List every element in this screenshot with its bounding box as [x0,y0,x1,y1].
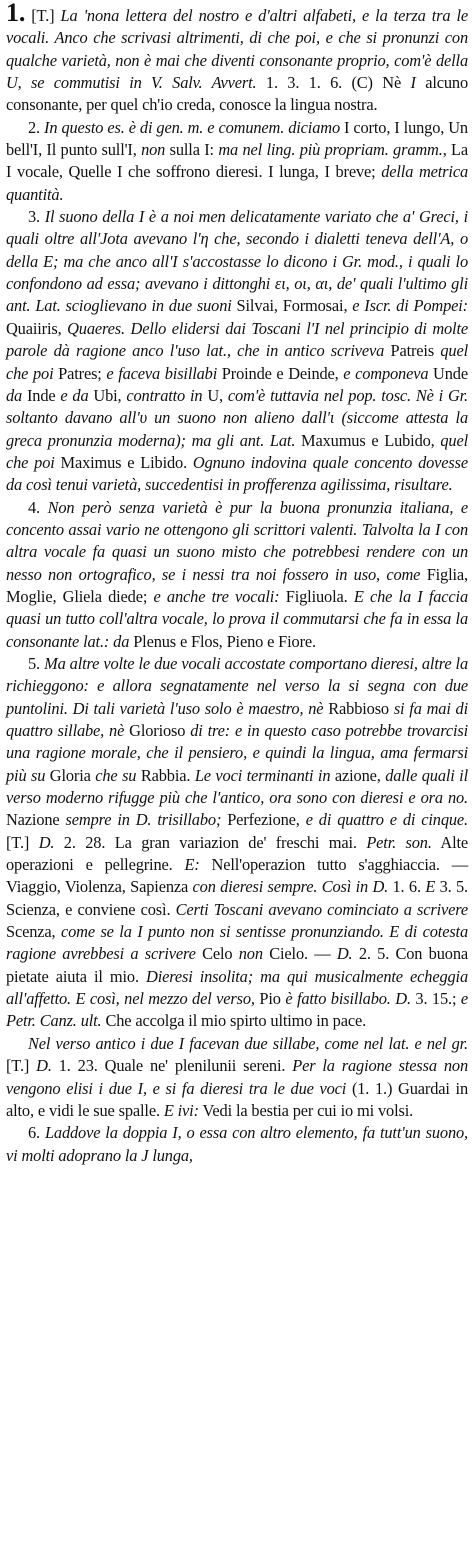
italic-text: che su [95,765,137,785]
italic-text: Le voci terminanti in [194,765,331,785]
roman-text: 4. [28,497,48,517]
italic-text: ma nel ling. più propriam. gramm. [218,140,443,160]
roman-text: Scenza, [6,922,61,942]
entry-paragraph-p4 [6,497,468,653]
roman-text: [T.] [25,6,61,25]
italic-text: E: [184,855,200,875]
dictionary-entry [6,0,469,1167]
italic-text: da [6,385,23,405]
italic-text: Ognuno indovina quale concento dovesse da così tenui varietà, succedentisi in profferenza agilissima, risultare. [6,452,468,495]
roman-text: Rabbioso [323,698,394,718]
roman-text: Rabbia. [136,765,195,785]
italic-text: della metrica quantità. [6,162,468,204]
roman-text: 2. 5. Con buona pietate aiuta il mio. [6,944,468,986]
italic-text: In questo es. è di gen. m. e comunem. diciamo [44,117,340,137]
italic-text: e anche tre vocali: [153,586,280,606]
roman-text: Cielo. — [262,944,337,964]
italic-text: Il suono della I è a noi men delicatamente variato che a' Greci, i quali oltre all'Jota avevano l'η che, secondo i dialetti teneva dell'A, o della E; ma che anco all'I s'accostasse lo dicono i Gr. mod., i quali lo confondono ad essa; avevano i dittonghi ει, οι, αι, de' quali l'ultimo gli ant. Lat. scioglievano in due suoni [6,207,468,316]
roman-text: 2. [28,117,45,137]
roman-text: I corto, I lungo, Un bell'I, Il punto sull'I, [6,117,468,160]
entry-paragraph-p6 [6,1033,468,1122]
italic-text: quel che poi [6,430,469,472]
italic-text: e faceva bisillabi [106,363,218,383]
roman-text: 1. 3. 1. 6. (C) Nè [256,73,411,93]
roman-text: Patres; [53,363,107,383]
italic-text: come se la I punto non si sentisse pronunziando. E di cotesta ragione avrebbesi a scrivere [6,922,468,964]
roman-text: 1. 6. [388,877,426,897]
roman-text: Nazione [6,810,66,830]
roman-text: alcuno consonante, per quel ch'io creda, conosce la lingua nostra. [6,73,468,115]
roman-text: Unde [428,363,468,383]
italic-text: dalle quali il verso moderno rifugge più che l'antico, ora sono con dieresi e ora no. [6,765,468,808]
italic-text: Laddove la doppia I, o essa con altro elemento, fa tutt'un suono, vi molti adoprano la J lunga, [6,1123,468,1165]
roman-text: Silvai, Formosai, [231,296,353,316]
italic-text: sempre in D. trisillabo; [65,810,222,830]
roman-text: Perfezione, [221,810,306,830]
roman-text: Patreis [384,341,441,361]
roman-text: 6. [28,1123,45,1143]
italic-text: si fa mai di quattro sillabe, nè [6,698,469,740]
roman-text: (1. 1.) Guardai in alto, e vidi le sue spalle. [6,1078,468,1120]
italic-text: non [238,944,263,964]
roman-text: 3. [28,207,45,227]
italic-text: Ma altre volte le due vocali accostate comportano dieresi, altre la richieggono: e allora segnatamente nel verso la si segna con due puntolini. Di tali varietà l'uso solo è maestro, nè [6,653,468,718]
roman-text: 5. [28,653,45,673]
roman-text: Alte operazioni e pellegrine. [6,832,468,875]
italic-text: I [410,73,416,93]
entry-paragraph-p2 [6,117,468,206]
italic-text: e Iscr. di Pompei: [352,296,468,316]
italic-text: e di quattro e di cinque. [305,810,469,830]
italic-text: E che la I faccia quasi un tutto coll'altra vocale, lo prova il commutarsi che fa in essa la consonante lat.: da [6,586,468,651]
italic-text: e Petr. Canz. ult. [6,989,469,1031]
roman-text: Ubi, [88,385,127,405]
entry-paragraph-p5 [6,653,468,1033]
italic-text: con dieresi sempre. Così in D. [192,877,389,897]
italic-text: Nel verso antico i due I facevan due sillabe, come nel lat. e nel gr. [28,1033,468,1053]
italic-text: D. [38,832,55,852]
roman-text: , La I vocale, Quelle I che soffrono dieresi. I lunga, I breve; [6,140,469,182]
italic-text: contratto in [126,385,203,405]
roman-text: Figliuola. [279,586,354,606]
italic-text: Quaeres. Dello elidersi dai Toscani l'I nel principio di molte parole dà ragione anco l'uso lat., che in antico scriveva [6,318,468,361]
italic-text: Non però senza varietà è pur la buona pronunzia italiana, e concento assai vario ne ottengono gli scrittori valenti. Talvolta la I con altra vocale fa quasi un suono misto che potrebbesi rendere con un nesso non ortografico, se i nessi tra noi fossero in uso, come [6,497,468,584]
roman-text: 3. 5. Scienza, e conviene così. [6,877,468,919]
italic-text: Dieresi insolita; ma qui musicalmente echeggia all'affetto. E così, nel mezzo del verso, [6,966,468,1009]
italic-text: e componeva [343,363,429,383]
roman-text: [T.] [6,1056,37,1076]
roman-text: Maximus e Libido. [54,452,193,472]
italic-text: La 'nona lettera del nostro e d'altri alfabeti, e la terza tra le vocali. Anco che scrivasi altrimenti, di che poi, e che si pronunzi con qualche varietà, non è mai che diventi consonante proprio, com'è della U, se commutisi in V. Salv. Avvert. [6,6,468,93]
italic-text: quel che poi [6,341,468,383]
roman-text: Figlia, Moglie, Gliela diede; [6,564,468,606]
italic-text: è fatto bisillabo. D. [285,989,411,1009]
italic-text: D. [36,1056,52,1076]
italic-text: E [425,877,436,897]
roman-text: Quaiiris, [6,318,68,338]
italic-text: E ivi: [163,1100,199,1120]
roman-text: Celo [195,944,239,964]
entry-number: 1. [6,0,26,27]
roman-text: 2. 28. La gran variazion de' freschi mai. [54,832,367,852]
roman-text: Nell'operazion tutto s'agghiaccia. — Viaggio, Violenza, Sapienza [6,855,468,897]
italic-text: di tre: e in questo caso potrebbe trovarcisi una ragione morale, che il pensiero, e quindi la lingua, ama fermarsi più su [6,721,468,785]
roman-text: 3. 15.; [410,989,461,1009]
italic-text: Petr. son. [366,832,432,852]
italic-text: Per la ragione stessa non vengono elisi i due I, e si fa dieresi tra le due voci [6,1056,468,1098]
roman-text: azione, [330,765,386,785]
roman-text: sulla I: [165,140,219,160]
roman-text: Vedi la bestia per cui io mi volsi. [198,1100,414,1120]
roman-text: Inde [22,385,61,405]
roman-text: Proinde e Deinde, [217,363,344,383]
roman-text: Maxumus e Lubido, [295,430,441,450]
italic-text: Certi Toscani avevano cominciato a scrivere [175,899,468,919]
entry-paragraph-p1 [6,0,468,117]
italic-text: com'è tuttavia nel pop. tosc. Nè i Gr. soltanto davano all'υ un suono non alieno dall'ι (siccome attesta la greca pronunzia moderna); ma gli ant. Lat. [6,385,468,450]
roman-text: Glorioso [124,721,191,740]
entry-paragraph-p7 [6,1122,468,1167]
entry-paragraph-p3 [6,206,468,496]
roman-text: 1. 23. Quale ne' plenilunii sereni. [51,1056,293,1076]
roman-text: [T.] [6,832,39,852]
italic-text: non [141,140,166,160]
roman-text: Che accolga il mio spirto ultimo in pace. [101,1011,367,1031]
roman-text: U, [202,385,228,405]
italic-text: e da [60,385,89,405]
roman-text: Plenus e Flos, Pieno e Fiore. [129,631,316,651]
italic-text: D. [336,944,353,964]
roman-text: Gloria [45,765,96,785]
roman-text: Pio [254,989,286,1009]
